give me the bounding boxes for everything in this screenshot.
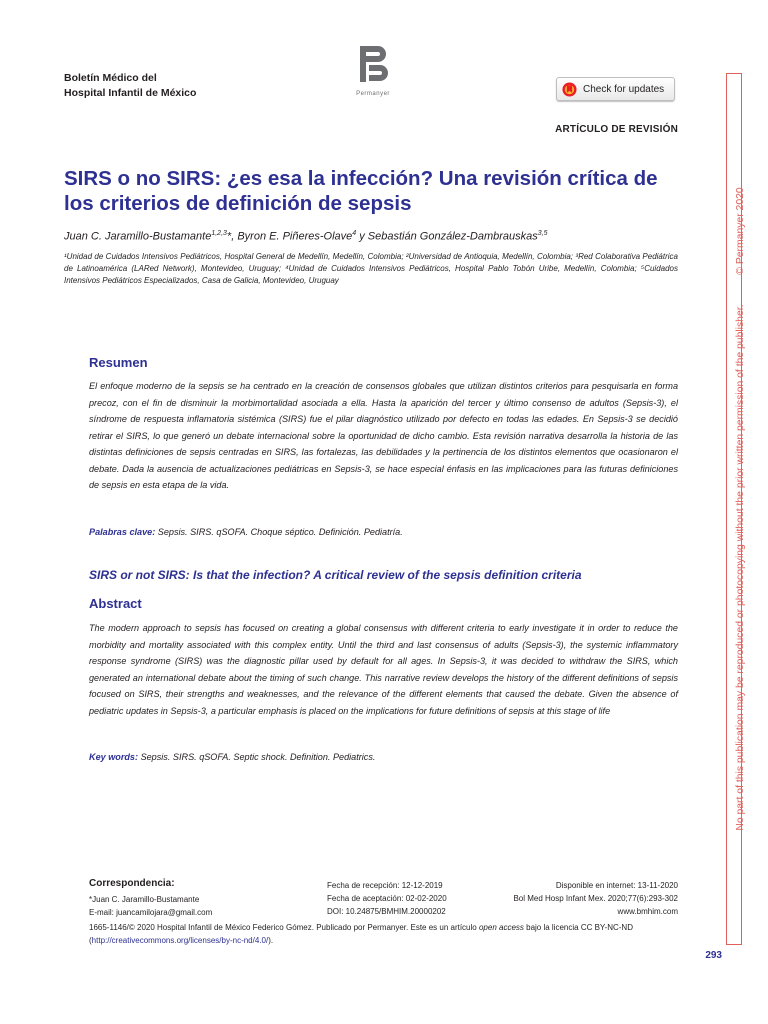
journal-name-line1: Boletín Médico del: [64, 72, 157, 84]
crossmark-icon: [562, 82, 577, 97]
license-type: bajo la licencia CC BY-NC-ND: [523, 923, 633, 932]
side-copyright: © Permanyer 2020: [735, 187, 746, 275]
check-for-updates-button[interactable]: [556, 77, 675, 101]
abstract-text: The modern approach to sepsis has focused on creating a global consensus with different criteria to early investigate it in order to reduce the morbidity and mortality associated with this complex entity. Until the third and last consensus of adults (Sepsis-3), the systemic inflammatory response syndrome (SIRS) was the diagnostic pillar used by default for all ages. In Sepsis-3, it was decided to withdraw the SIRS, which generated an international debate about the timing of such change. This narrative review develops the history of the different definitions of sepsis focused on SIRS, their strengths and weaknesses, and the relevance of the different elements that caused the debate. Given the absence of pediatric updates in Sepsis-3, a particular emphasis is placed on the implications for future definitions of sepsis at this stage of life: [89, 623, 678, 716]
side-notice: No part of this publication may be reproduced or photocopying without the prior written permission of the publisher.: [735, 304, 746, 831]
article-title-line2: los criterios de definición de sepsis: [64, 192, 412, 215]
online-date: Disponible en internet: 13-11-2020: [555, 881, 678, 890]
page-number: 293: [705, 950, 722, 961]
resumen-heading: Resumen: [89, 355, 148, 370]
correspondence-details: [89, 893, 212, 919]
keywords-list: Sepsis. SIRS. qSOFA. Choque séptico. Definición. Pediatría.: [157, 527, 403, 537]
affiliations: ¹Unidad de Cuidados Intensivos Pediátricos, Hospital General de Medellín, Medellín, Colombia; ²Universidad de Antioquia, Medellín, Colombia; ³Red Colaborativa Pediátrica de Latinoamérica (LARed Network), Montevideo, Uruguay; ⁴Unidad de Cuidados Intensivos Pediátricos, Hospital Pablo Tobón Uribe, Medellín, Colombia; ⁵Cuidados Intensivos Pediátricos Especializados, Casa de Galicia, Montevideo, Uruguay: [64, 252, 678, 285]
keywords-label: Key words:: [89, 752, 139, 762]
journal-website[interactable]: www.bmhim.com: [617, 907, 678, 916]
citation: Bol Med Hosp Infant Mex. 2020;77(6):293-302: [513, 894, 678, 903]
publication-info: [513, 879, 678, 918]
author-affiliation-mark: 1,2,3: [211, 230, 227, 237]
keywords-label: Palabras clave:: [89, 527, 156, 537]
correspondence-heading: Correspondencia:: [89, 878, 175, 889]
author-separator: y: [356, 230, 368, 243]
accepted-date: Fecha de aceptación: 02-02-2020: [327, 894, 447, 903]
correspondence-name: *Juan C. Jaramillo-Bustamante: [89, 895, 200, 904]
correspondence-email[interactable]: E-mail: juancamilojara@gmail.com: [89, 908, 213, 917]
publisher-logo-text: Permanyer: [356, 91, 390, 97]
license-paren-open: (: [89, 936, 92, 945]
publisher-logo: [343, 44, 403, 97]
side-copyright-text: [735, 73, 746, 945]
doi[interactable]: DOI: 10.24875/BMHIM.20000202: [327, 907, 446, 916]
check-for-updates-label: Check for updates: [583, 83, 665, 95]
author-name: Sebastián González-Dambrauskas: [367, 230, 538, 243]
keywords-list: Sepsis. SIRS. qSOFA. Septic shock. Definition. Pediatrics.: [140, 752, 376, 762]
author-affiliation-mark: 3,5: [537, 230, 548, 237]
article-type: ARTÍCULO DE REVISIÓN: [555, 124, 678, 135]
license-notice: [89, 921, 689, 947]
key-words: [89, 752, 375, 762]
permanyer-logo-icon: [358, 44, 388, 84]
article-title-line1: SIRS o no SIRS: ¿es esa la infección? Una revisión crítica de: [64, 167, 658, 190]
corresponding-mark: *,: [226, 230, 238, 243]
license-link[interactable]: http://creativecommons.org/licenses/by-nc-nd/4.0/: [91, 936, 269, 945]
article-dates: [327, 879, 447, 918]
english-title: SIRS or not SIRS: Is that the infection? A critical review of the sepsis definition criteria: [89, 568, 582, 582]
license-paren-close: ).: [268, 936, 274, 945]
received-date: Fecha de recepción: 12-12-2019: [327, 881, 443, 890]
resumen-text: El enfoque moderno de la sepsis se ha centrado en la creación de consensos globales que utilizan distintos criterios para pesquisarla en forma precoz, con el fin de disminuir la morbimortalidad asociada a ella. Hasta la aparición del tercer y último consenso de adultos (Sepsis-3), el síndrome de respuesta inflamatoria sistémica (SIRS) fue el pilar diagnóstico utilizado por defecto en todas las edades. En Sepsis-3 se decidió retirar el SIRS, lo que generó un debate internacional sobre la oportunidad de dicho cambio. Esta revisión narrativa desarrolla la historia de las distintas definiciones de sepsis centradas en SIRS, las fortalezas, las debilidades y la pertinencia de los distintos elementos que ocasionaron el debate. Dada la ausencia de actualizaciones pediátricas en Sepsis-3, se hace especial énfasis en las implicaciones para las futuras definiciones de sepsis en esta etapa de la vida.: [89, 381, 678, 490]
palabras-clave: [89, 527, 403, 537]
article-title: [64, 166, 684, 216]
author-name: Byron E. Piñeres-Olave: [237, 230, 353, 243]
journal-name-line2: Hospital Infantil de México: [64, 87, 197, 99]
license-text: 1665-1146/© 2020 Hospital Infantil de México Federico Gómez. Publicado por Permanyer. Este es un artículo: [89, 923, 479, 932]
abstract-heading: Abstract: [89, 596, 142, 611]
open-access-text: open access: [478, 923, 524, 932]
author-affiliation-mark: 4: [352, 230, 357, 237]
author-name: Juan C. Jaramillo-Bustamante: [64, 230, 212, 243]
journal-name: [64, 71, 196, 101]
author-list: [64, 230, 684, 243]
